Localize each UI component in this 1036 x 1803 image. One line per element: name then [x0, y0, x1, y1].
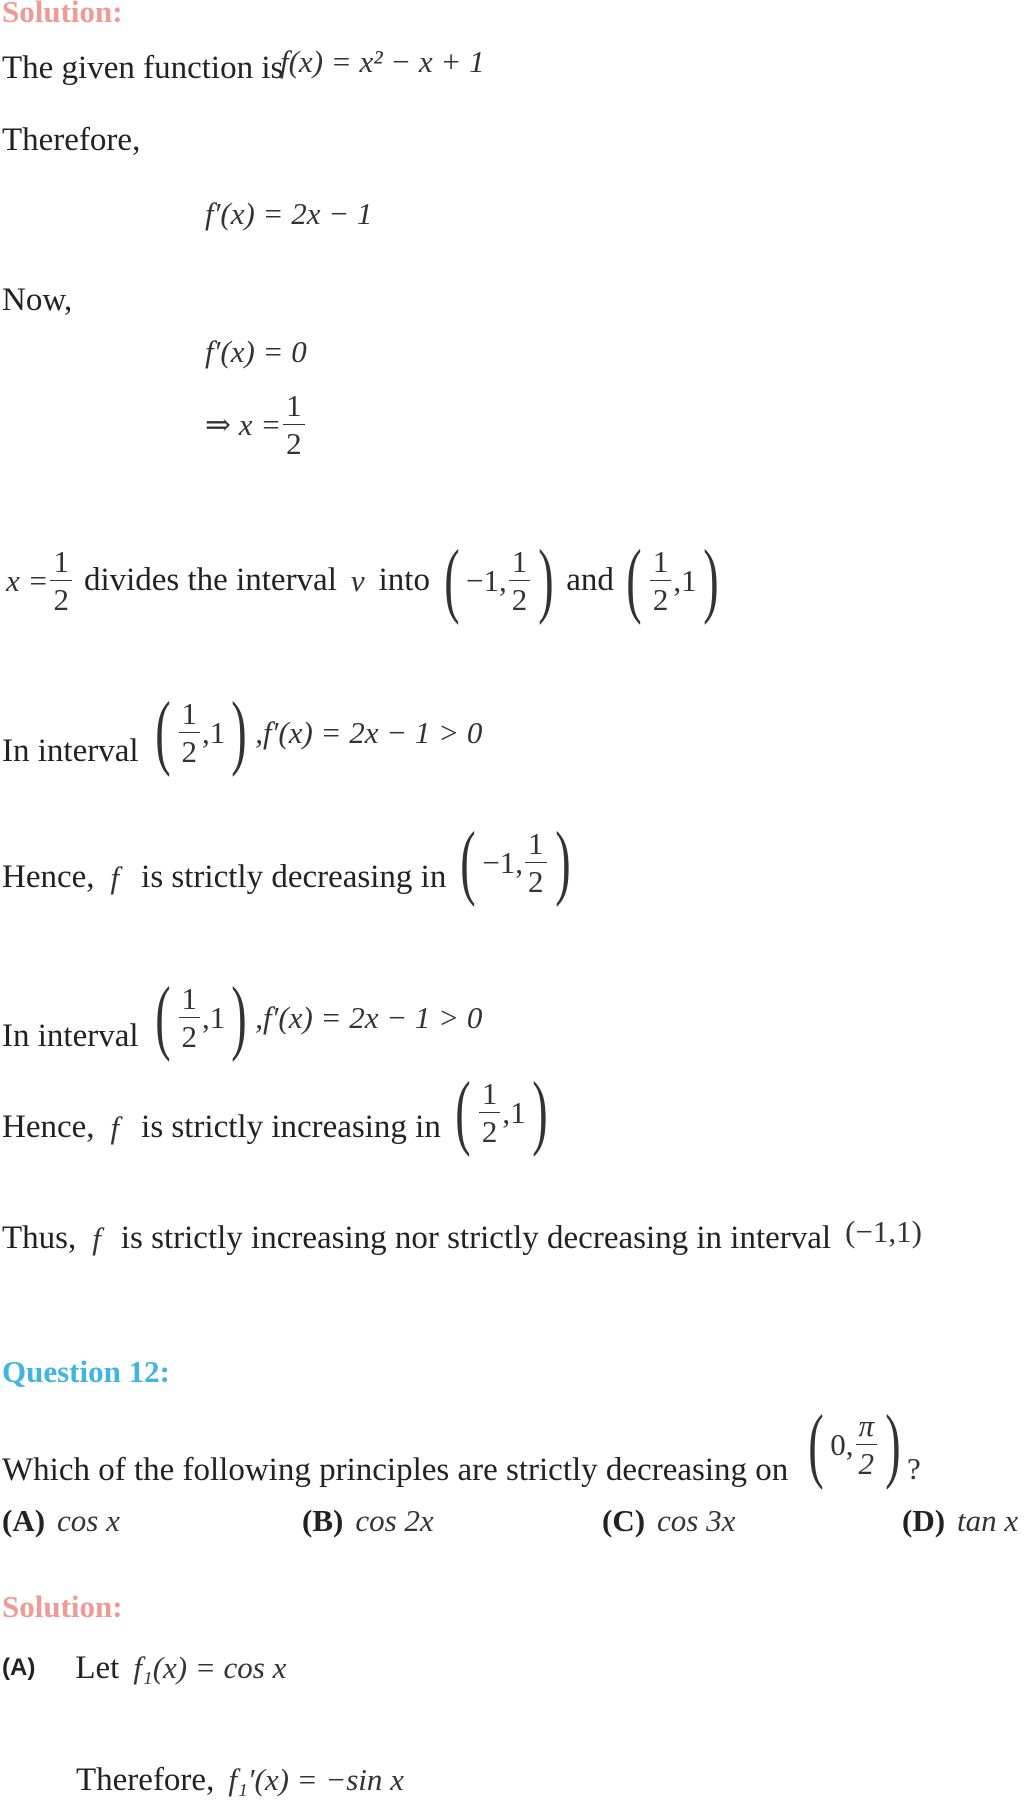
divides-den: 2: [50, 580, 72, 615]
question-12-heading: Question 12:: [2, 1354, 170, 1389]
interval-line-2: In interval ( $\frac{1}{2}$ ,1 ) , f′(x) = 2x − 1 > 0: [2, 970, 483, 1063]
divides-num: 1: [53, 543, 69, 579]
in-interval-label-2: In interval: [2, 1017, 139, 1054]
in-interval-label-1: In interval: [2, 732, 139, 769]
derivative-zero-equation: f′(x) = 0: [205, 334, 307, 369]
into-text: into: [378, 561, 430, 598]
interval-line-1: In interval ( $\frac{1}{2}$ ,1 ) , f′(x) = 2x − 1 > 0: [2, 685, 483, 778]
root-prefix: ⇒ x =: [205, 406, 282, 442]
thus-interval: (−1,1): [845, 1214, 922, 1249]
option-c-label: (C): [602, 1503, 646, 1538]
option-b-label: (B): [302, 1503, 344, 1538]
interval1-condition: f′(x) = 2x − 1 > 0: [263, 714, 483, 750]
option-b: [302, 1503, 434, 1539]
derivative-equation-2: f₁′(x) = −sin x: [228, 1762, 404, 1797]
option-a-label: (A): [2, 1503, 46, 1538]
therefore-text: Therefore,: [2, 122, 141, 158]
q12-qmark: ?: [907, 1451, 921, 1486]
interval2-condition: f′(x) = 2x − 1 > 0: [263, 999, 483, 1035]
and-text: and: [566, 561, 614, 598]
therefore-text-2: Therefore,: [76, 1761, 215, 1798]
question-12-text: Which of the following principles are strictly decreasing on: [2, 1452, 789, 1488]
root-equation: [205, 390, 307, 459]
solution-2-deriv-line: [76, 1762, 404, 1798]
derivative-equation: f′(x) = 2x − 1: [205, 196, 373, 231]
divides-text: divides the interval: [83, 561, 337, 598]
root-num: 1: [286, 388, 302, 423]
q12-interval-den: 2: [856, 1444, 878, 1479]
interval-neg1-half: ( −1, $\frac{1}{2}$ ): [444, 533, 554, 626]
intro-equation: f(x) = x² − x + 1: [280, 44, 485, 79]
decreasing-text: is strictly decreasing in: [141, 858, 447, 895]
divides-line: x = $\frac{1}{2}$ divides the interval v into ( −1, $\frac{1}{2}$ ) and ( $\frac{1}{2}$ ,1 ): [6, 538, 725, 622]
solution-2-heading: Solution:: [2, 1589, 123, 1624]
hence-label-1: Hence,: [2, 858, 95, 895]
interval-half-1: ( $\frac{1}{2}$ ,1 ): [626, 533, 719, 626]
hence-decreasing-line: Hence, f is strictly decreasing in ( −1, $\frac{1}{2}$ ): [2, 815, 571, 908]
increasing-text: is strictly increasing in: [141, 1108, 441, 1145]
q12-interval-left: 0,: [830, 1427, 854, 1462]
option-d-label: (D): [902, 1503, 946, 1538]
thus-label: Thus,: [2, 1220, 77, 1256]
solution-2-let-line: [2, 1650, 286, 1686]
now-text: Now,: [2, 282, 73, 318]
let-text: Let: [75, 1649, 120, 1686]
divides-var: v: [350, 562, 365, 598]
option-c: [602, 1503, 735, 1539]
solution-heading: Solution:: [2, 0, 123, 29]
question-12-text-line: Which of the following principles are strictly decreasing on ( 0, $\frac{\pi}{2}$ ) ?: [2, 1397, 921, 1491]
hence-label-2: Hence,: [2, 1108, 95, 1145]
hence-increasing-line: Hence, f is strictly increasing in ( $\frac{1}{2}$ ,1 ): [2, 1065, 548, 1158]
option-d: [902, 1503, 1018, 1539]
thus-text: is strictly increasing nor strictly decreasing in interval: [120, 1220, 832, 1256]
root-den: 2: [283, 424, 305, 459]
q12-interval-num: π: [858, 1408, 875, 1443]
option-a: [2, 1503, 120, 1539]
option-d-value: tan x: [957, 1503, 1019, 1538]
part-a-label: (A): [2, 1654, 36, 1681]
option-c-value: cos 3x: [657, 1503, 736, 1538]
option-a-value: cos x: [57, 1503, 120, 1538]
let-equation: f₁(x) = cos x: [133, 1650, 287, 1685]
thus-line: Thus, f is strictly increasing nor strictly decreasing in interval (−1,1): [2, 1214, 922, 1256]
intro-text: The given function is: [2, 50, 284, 86]
option-b-value: cos 2x: [355, 1503, 434, 1538]
